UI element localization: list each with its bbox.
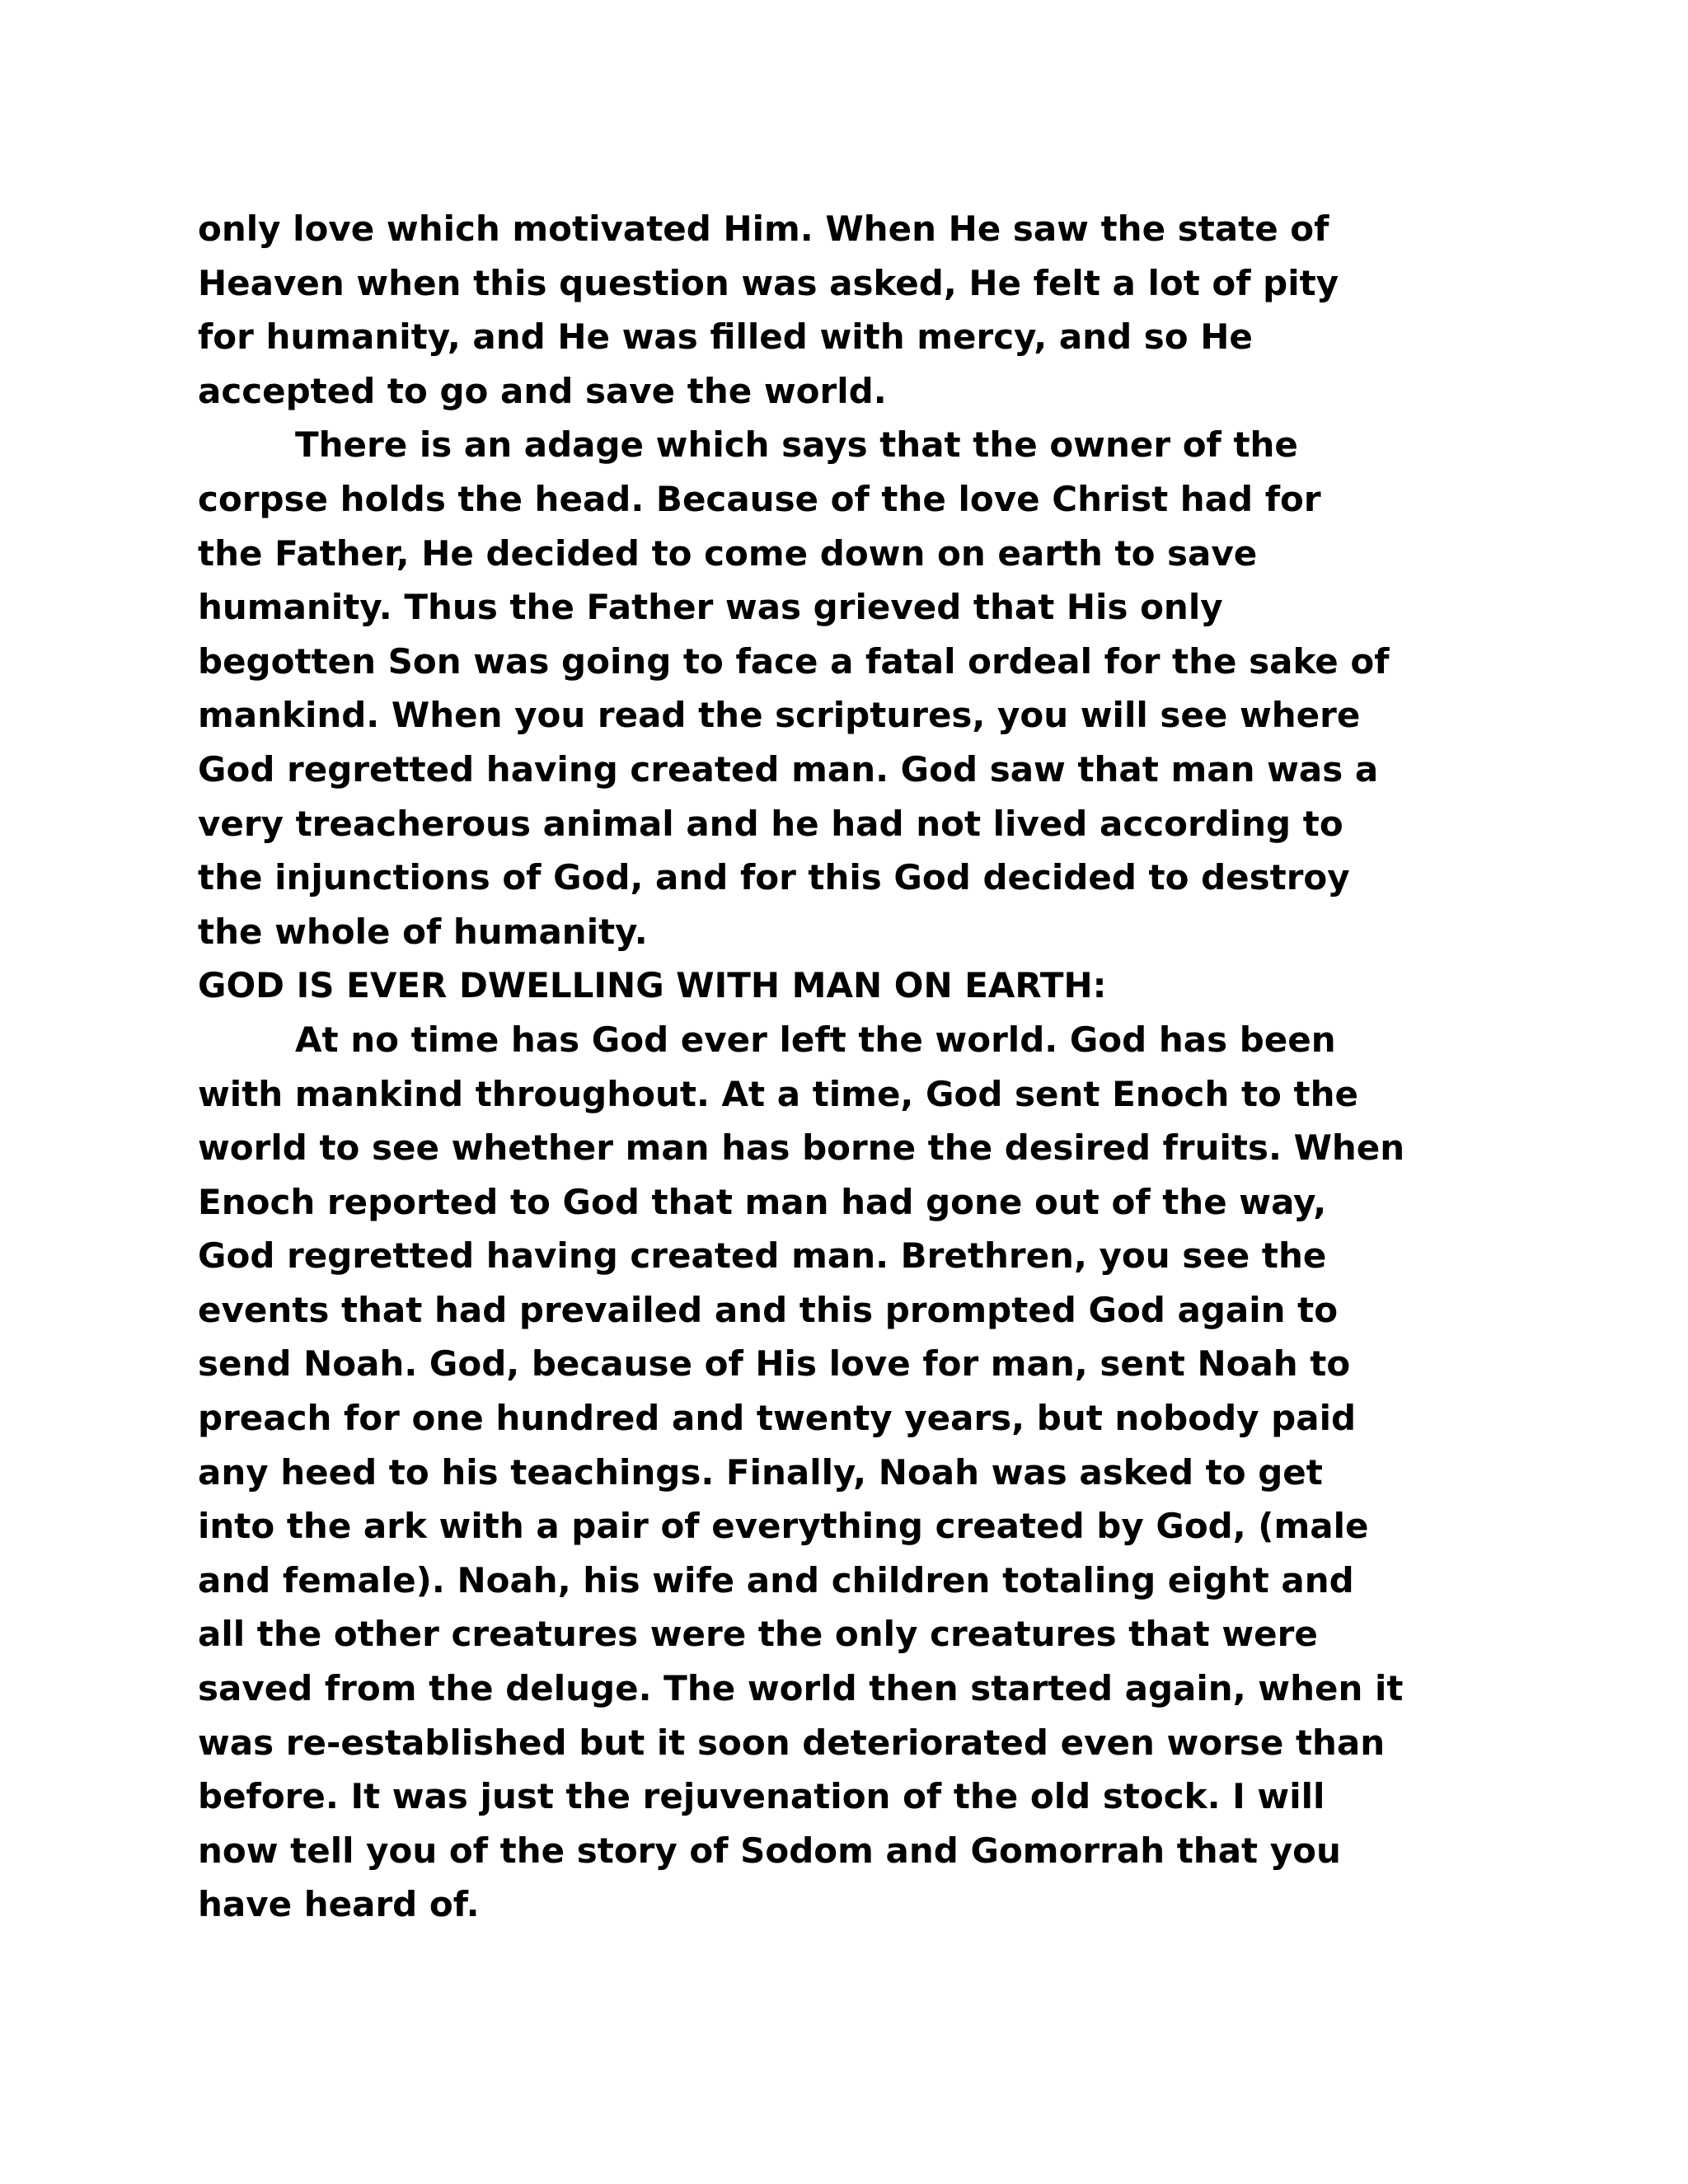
paragraph-2	[198, 418, 1517, 958]
text-line: send Noah. God, because of His love for man, sent Noah to	[198, 1343, 1351, 1385]
text-line: before. It was just the rejuvenation of the old stock. I will	[198, 1776, 1325, 1817]
text-line: was re-established but it soon deteriorated even worse than	[198, 1722, 1386, 1763]
text-line: any heed to his teachings. Finally, Noah was asked to get	[198, 1451, 1323, 1493]
text-line: for humanity, and He was filled with mercy, and so He	[198, 316, 1253, 358]
text-line: begotten Son was going to face a fatal ordeal for the sake of	[198, 640, 1390, 682]
text-line: the Father, He decided to come down on earth to save	[198, 532, 1258, 574]
text-line: only love which motivated Him. When He saw the state of	[198, 209, 1329, 249]
text-line: At no time has God ever left the world. God has been	[295, 1019, 1336, 1060]
text-line: accepted to go and save the world.	[198, 370, 887, 411]
paragraph-1	[198, 202, 1517, 418]
text-line: There is an adage which says that the owner of the	[295, 424, 1298, 466]
text-line: God regretted having created man. Brethren, you see the	[198, 1235, 1327, 1277]
text-line: Enoch reported to God that man had gone out of the way,	[198, 1181, 1327, 1222]
paragraph-3	[198, 1013, 1517, 1932]
text-line: all the other creatures were the only creatures that were	[198, 1614, 1318, 1655]
text-line: God regretted having created man. God saw that man was a	[198, 748, 1379, 790]
text-line: world to see whether man has borne the desired fruits. When	[198, 1127, 1405, 1169]
text-line: preach for one hundred and twenty years, but nobody paid	[198, 1398, 1357, 1439]
text-line: have heard of.	[198, 1884, 480, 1925]
text-line: events that had prevailed and this prompted God again to	[198, 1289, 1339, 1330]
text-line: the injunctions of God, and for this God decided to destroy	[198, 857, 1350, 898]
text-line: Heaven when this question was asked, He felt a lot of pity	[198, 262, 1339, 303]
text-line: humanity. Thus the Father was grieved that His only	[198, 587, 1223, 628]
text-line: now tell you of the story of Sodom and Gomorrah that you	[198, 1830, 1341, 1871]
text-line: with mankind throughout. At a time, God sent Enoch to the	[198, 1073, 1358, 1114]
text-line: very treacherous animal and he had not lived according to	[198, 803, 1343, 844]
text-line: into the ark with a pair of everything created by God, (male	[198, 1506, 1369, 1547]
section-heading: GOD IS EVER DWELLING WITH MAN ON EARTH:	[198, 965, 1107, 1006]
text-line: corpse holds the head. Because of the love Christ had for	[198, 478, 1321, 519]
text-line: mankind. When you read the scriptures, you will see where	[198, 695, 1361, 736]
text-line: saved from the deluge. The world then started again, when it	[198, 1668, 1404, 1709]
text-line: the whole of humanity.	[198, 911, 648, 952]
text-line: and female). Noah, his wife and children totaling eight and	[198, 1559, 1354, 1601]
document-page	[198, 202, 1517, 1932]
